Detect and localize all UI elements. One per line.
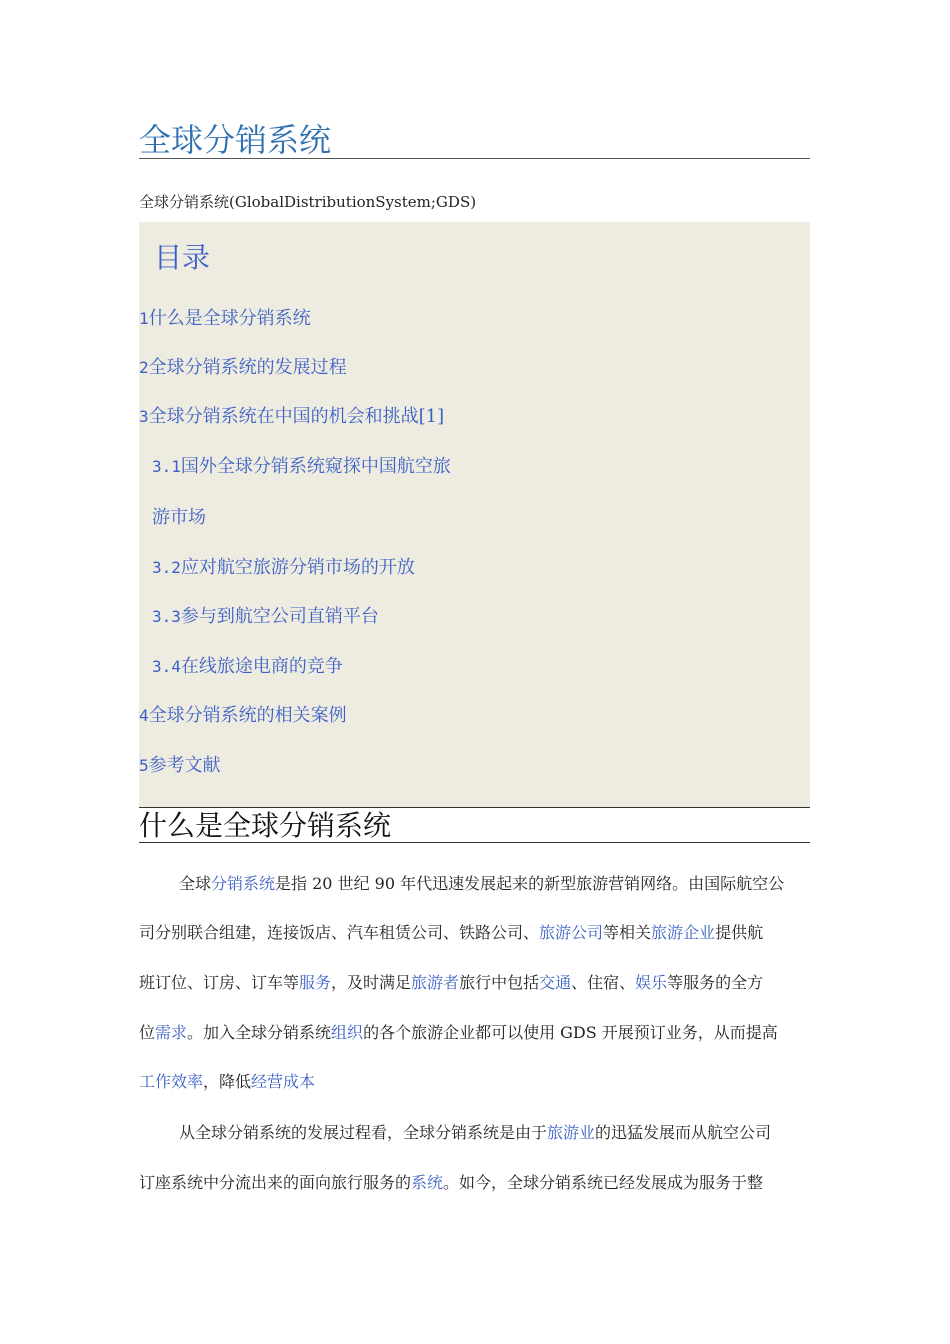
text-run: 是指 20 世纪 90 年代迅速发展起来的新型旅游营销网络。由国际航空公: [275, 874, 785, 893]
link-operating-cost[interactable]: 经营成本: [251, 1072, 316, 1091]
toc-item-number: 3.4: [152, 657, 181, 676]
link-tourist[interactable]: 旅游者: [411, 973, 460, 992]
text-run: 订座系统中分流出来的面向旅行服务的: [139, 1173, 412, 1192]
link-distribution-system[interactable]: 分销系统: [211, 874, 276, 893]
text-run: 等相关: [603, 923, 652, 942]
link-demand[interactable]: 需求: [155, 1023, 188, 1042]
toc-item-label: 在线旅途电商的竞争: [180, 656, 343, 677]
toc-item-3-2[interactable]: [152, 555, 415, 581]
toc-item-3-1-continued[interactable]: [152, 505, 206, 531]
page-subtitle: 全球分销系统(GlobalDistributionSystem;GDS): [139, 193, 477, 211]
section-heading: 什么是全球分销系统: [139, 808, 810, 843]
toc-item-number: 3.3: [152, 607, 181, 626]
link-transport[interactable]: 交通: [539, 973, 572, 992]
toc-item-number: 2: [139, 358, 149, 377]
text-run: 等服务的全方: [667, 973, 764, 992]
link-organization[interactable]: 组织: [331, 1023, 364, 1042]
link-travel-enterprise[interactable]: 旅游企业: [651, 923, 716, 942]
paragraph-line: [139, 921, 810, 945]
text-run: 的各个旅游企业都可以使用 GDS 开展预订业务，从而提高: [363, 1023, 778, 1042]
text-run: 提供航: [715, 923, 764, 942]
paragraph-line: [139, 1121, 810, 1145]
text-run: ，及时满足: [331, 973, 412, 992]
text-run: 的迅猛发展而从航空公司: [595, 1123, 772, 1142]
text-run: 司分别联合组建，连接饭店、汽车租赁公司、铁路公司、: [139, 923, 540, 942]
text-run: 从全球分销系统的发展过程看，全球分销系统是由于: [179, 1123, 548, 1142]
toc-item-label: 国外全球分销系统窥探中国航空旅: [180, 456, 451, 477]
paragraph-line: [139, 1070, 810, 1094]
toc-item-number: 1: [139, 309, 149, 328]
text-run: 班订位、订房、订车等: [139, 973, 300, 992]
table-of-contents: [139, 222, 810, 807]
paragraph-line: [139, 971, 810, 995]
toc-item-number: 3: [139, 407, 149, 426]
link-tourism-industry[interactable]: 旅游业: [547, 1123, 596, 1142]
toc-item-label: 什么是全球分销系统: [148, 308, 311, 329]
text-run: 旅行中包括: [459, 973, 540, 992]
toc-item-number: 5: [139, 756, 149, 775]
text-run: 位: [139, 1023, 156, 1042]
toc-item-3-3[interactable]: [152, 604, 379, 630]
toc-item-label: 应对航空旅游分销市场的开放: [180, 557, 415, 578]
text-run: 、住宿、: [571, 973, 636, 992]
link-entertainment[interactable]: 娱乐: [635, 973, 668, 992]
link-system[interactable]: 系统: [411, 1173, 444, 1192]
text-run: 。如今，全球分销系统已经发展成为服务于整: [443, 1173, 764, 1192]
toc-item-3-4[interactable]: [152, 654, 343, 680]
toc-heading: 目录: [154, 241, 211, 274]
toc-item-label: 参考文献: [148, 755, 221, 776]
toc-item-label: 全球分销系统在中国的机会和挑战[1]: [148, 406, 445, 427]
link-work-efficiency[interactable]: 工作效率: [139, 1072, 204, 1091]
toc-item-2[interactable]: [139, 355, 347, 381]
paragraph-line: [139, 1171, 810, 1195]
text-run: 全球: [179, 874, 212, 893]
toc-item-1[interactable]: [139, 306, 311, 332]
text-run: 。加入全球分销系统: [187, 1023, 332, 1042]
paragraph-line: [139, 872, 810, 896]
toc-item-label: 游市场: [152, 507, 206, 528]
toc-item-label: 全球分销系统的相关案例: [148, 705, 347, 726]
toc-item-3[interactable]: [139, 404, 444, 430]
toc-item-label: 全球分销系统的发展过程: [148, 357, 347, 378]
toc-item-number: 4: [139, 706, 149, 725]
toc-item-5[interactable]: [139, 753, 221, 779]
toc-item-label: 参与到航空公司直销平台: [180, 606, 379, 627]
toc-item-3-1[interactable]: [152, 454, 451, 480]
page-title: 全球分销系统: [139, 118, 810, 159]
link-travel-company[interactable]: 旅游公司: [539, 923, 604, 942]
toc-item-4[interactable]: [139, 703, 347, 729]
paragraph-line: [139, 1021, 810, 1045]
toc-item-number: 3.1: [152, 457, 181, 476]
toc-item-number: 3.2: [152, 558, 181, 577]
text-run: ，降低: [203, 1072, 252, 1091]
link-service[interactable]: 服务: [299, 973, 332, 992]
